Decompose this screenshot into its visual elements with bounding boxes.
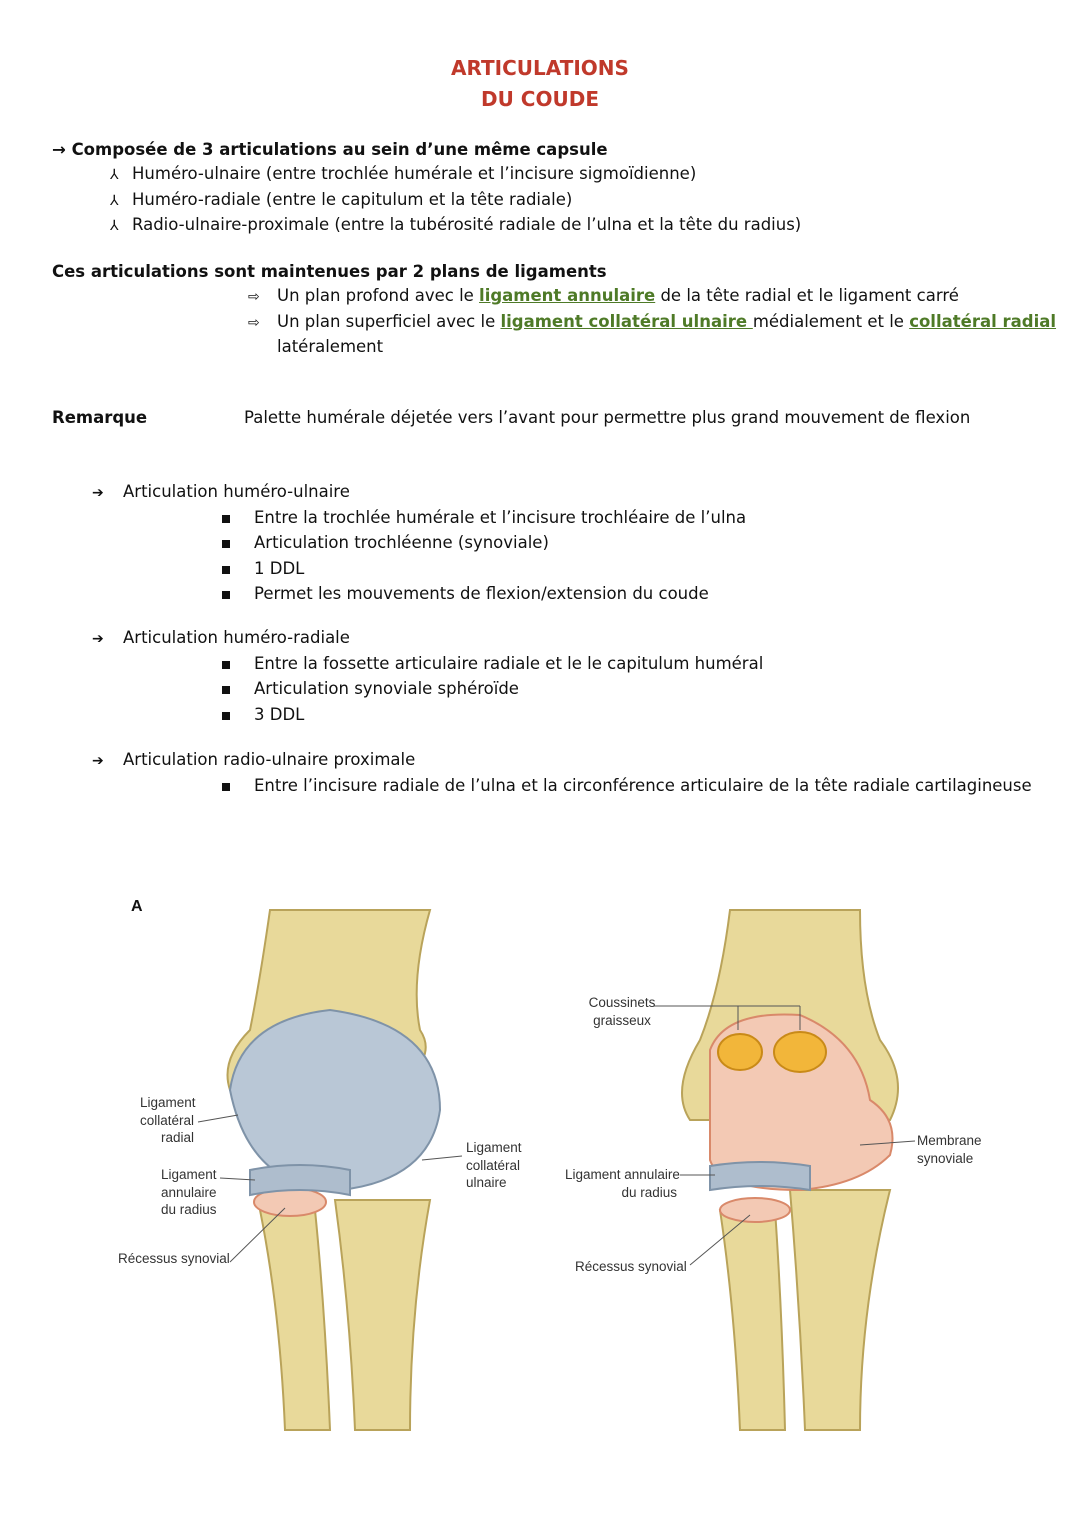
label-ligament-annulaire-radius: Ligament annulaire du radius xyxy=(161,1167,217,1217)
arrow-bullet-icon: ⇨ xyxy=(248,289,260,305)
list-item: ⇨ Un plan profond avec le ligament annulaire de la tête radial et le ligament carré xyxy=(248,284,1056,310)
list-item: ⅄ Huméro-ulnaire (entre trochlée humérale et l’incisure sigmoïdienne) xyxy=(110,162,801,188)
label-ligament-collateral-ulnaire: Ligament collatéral ulnaire xyxy=(466,1140,522,1190)
label-recessus-synovial-left: Récessus synovial xyxy=(118,1251,230,1266)
sub-list xyxy=(92,652,763,729)
square-bullet-icon xyxy=(222,540,230,548)
list-item: ⅄ Radio-ulnaire-proximale (entre la tubérosité radiale de l’ulna et la tête du radius) xyxy=(110,213,801,239)
square-bullet-icon xyxy=(222,783,230,791)
section-radio-ulnaire xyxy=(92,748,1032,799)
ligaments-list xyxy=(248,284,1056,360)
bone-ulna xyxy=(335,1200,430,1430)
section-title: ➔ Articulation huméro-ulnaire xyxy=(92,480,746,506)
label-ligament-annulaire-right: Ligament annulaire du radius xyxy=(565,1167,680,1200)
synovial-recess-shape xyxy=(720,1198,790,1222)
label-membrane-synoviale: Membrane synoviale xyxy=(917,1133,982,1166)
section-title: ➔ Articulation huméro-radiale xyxy=(92,626,763,652)
arrow-icon: ➔ xyxy=(92,753,104,769)
bone-radius xyxy=(260,1210,330,1430)
list-item: Entre la fossette articulaire radiale et le le capitulum huméral xyxy=(222,652,763,678)
bullet-icon: ⅄ xyxy=(110,218,119,234)
section-huméro-radiale xyxy=(92,626,763,728)
list-item-continuation: latéralement xyxy=(277,337,384,356)
square-bullet-icon xyxy=(222,686,230,694)
link-collateral-radial[interactable]: collatéral radial xyxy=(909,311,1057,331)
bone-ulna xyxy=(790,1190,890,1430)
label-ligament-collateral-radial: Ligament collatéral radial xyxy=(140,1095,196,1145)
list-item: Articulation synoviale sphéroïde xyxy=(222,677,763,703)
intro-list xyxy=(110,162,801,239)
bullet-icon: ⅄ xyxy=(110,192,119,209)
list-item: ⇨ Un plan superficiel avec le ligament collatéral ulnaire médialement et le collatéral radial xyxy=(248,310,1056,336)
arrow-bullet-icon: ⇨ xyxy=(248,314,260,331)
square-bullet-icon xyxy=(222,566,230,574)
label-coussinets-graisseux: Coussinets graisseux xyxy=(588,995,656,1028)
label-recessus-synovial-right: Récessus synovial xyxy=(575,1259,687,1274)
square-bullet-icon xyxy=(222,712,230,720)
sub-list xyxy=(92,774,1032,800)
section-title: ➔ Articulation radio-ulnaire proximale xyxy=(92,748,1032,774)
intro-heading: → Composée de 3 articulations au sein d’une même capsule xyxy=(52,140,608,159)
link-ligament-collateral-ulnaire[interactable]: ligament collatéral ulnaire xyxy=(500,311,753,331)
bone-radius xyxy=(720,1210,785,1430)
sub-list xyxy=(92,506,746,608)
title-line-1: ARTICULATIONS xyxy=(451,56,629,80)
list-item: Permet les mouvements de flexion/extension du coude xyxy=(222,582,746,608)
arrow-icon: ➔ xyxy=(92,631,104,647)
section-huméro-ulnaire xyxy=(92,480,746,608)
bullet-icon: ⅄ xyxy=(110,167,119,183)
list-item: Entre la trochlée humérale et l’incisure trochléaire de l’ulna xyxy=(222,506,746,532)
title-line-2: DU COUDE xyxy=(481,87,599,111)
annular-ligament-shape xyxy=(250,1165,350,1195)
list-item: 1 DDL xyxy=(222,557,746,583)
ligaments-heading: Ces articulations sont maintenues par 2 plans de ligaments xyxy=(52,262,607,281)
arrow-icon: ➔ xyxy=(92,485,104,501)
annular-ligament-shape xyxy=(710,1162,810,1190)
remarque-label: Remarque xyxy=(52,408,148,427)
square-bullet-icon xyxy=(222,661,230,669)
list-item: ⅄ Huméro-radiale (entre le capitulum et la tête radiale) xyxy=(110,188,801,214)
remarque-text: Palette humérale déjetée vers l’avant pour permettre plus grand mouvement de flexion xyxy=(244,408,971,427)
link-ligament-annulaire[interactable]: ligament annulaire xyxy=(479,286,656,305)
panel-letter: A xyxy=(131,898,143,915)
square-bullet-icon xyxy=(222,515,230,523)
page-title xyxy=(0,53,1080,115)
square-bullet-icon xyxy=(222,591,230,599)
list-item: Articulation trochléenne (synoviale) xyxy=(222,531,746,557)
fat-pad-shape xyxy=(774,1032,826,1072)
list-item: 3 DDL xyxy=(222,703,763,729)
list-item: Entre l’incisure radiale de l’ulna et la circonférence articulaire de la tête radiale cartilagineuse xyxy=(222,774,1032,800)
fat-pad-shape xyxy=(718,1034,762,1070)
